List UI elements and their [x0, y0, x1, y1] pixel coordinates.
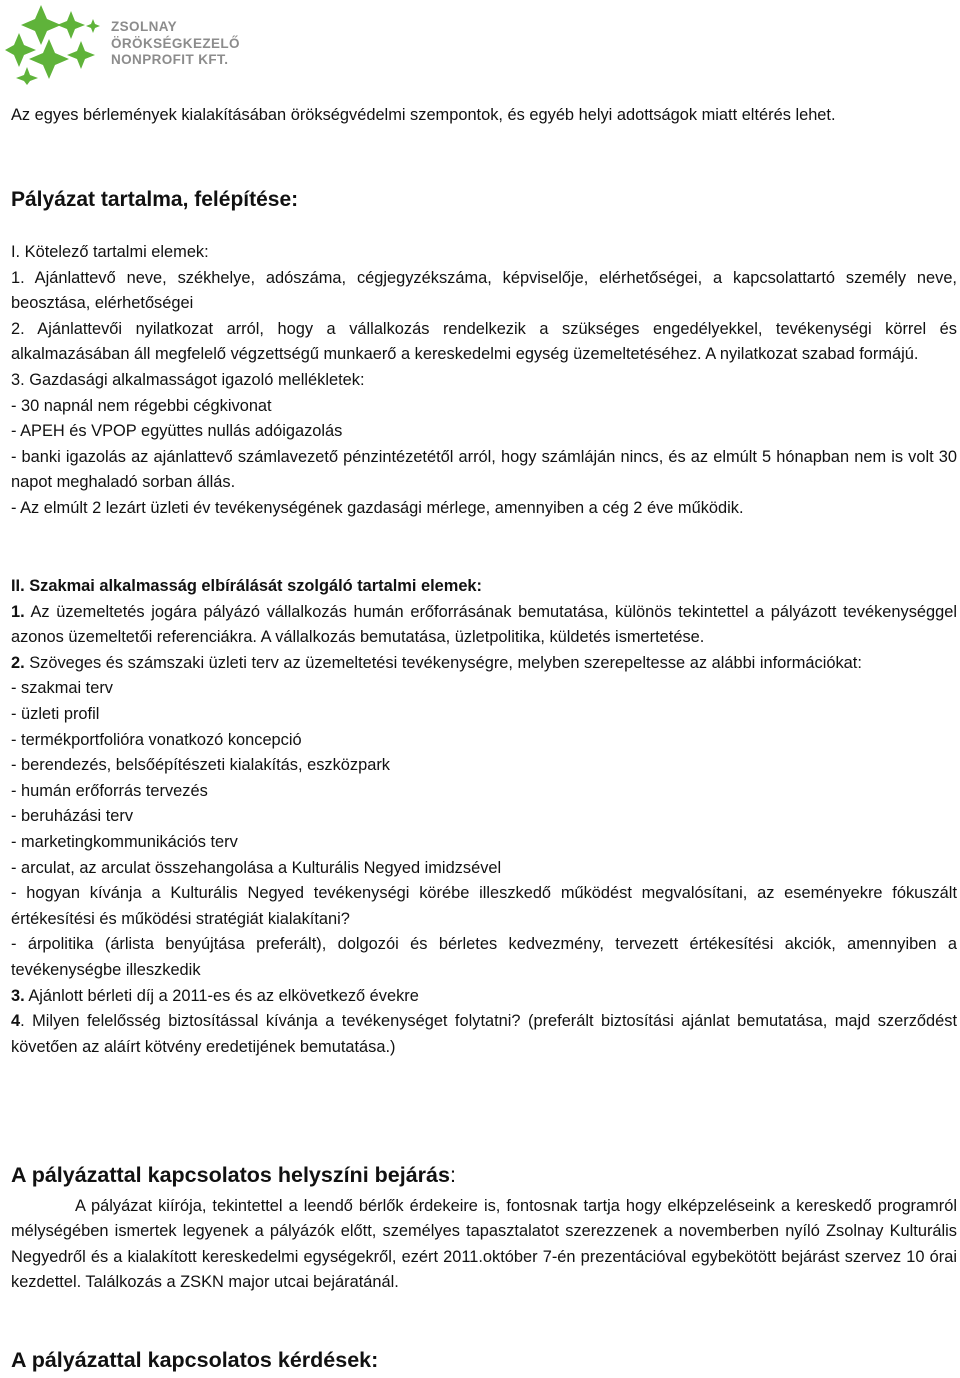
sub-item: - marketingkommunikációs terv	[11, 832, 238, 851]
logo-line-2: ÖRÖKSÉGKEZELŐ	[111, 35, 240, 51]
company-logo	[5, 5, 245, 85]
list-item	[11, 651, 957, 677]
item-number: 2.	[11, 653, 25, 672]
sub-item: - APEH és VPOP együttes nullás adóigazolás	[11, 422, 343, 441]
sub-item: - Az elmúlt 2 lezárt üzleti év tevékenységének gazdasági mérlege, amennyiben a cég 2 éve működik.	[11, 498, 744, 517]
sub-item: - hogyan kívánja a Kulturális Negyed tevékenységi körébe illeszkedő működést megvalósítani, az eseményekre fókuszált értékesítési és működési stratégiát kialakítani?	[11, 884, 957, 928]
sub-item: - árpolitika (árlista benyújtása preferált), dolgozói és bérletes kedvezmény, tervezett értékesítési akciók, amennyiben a tevékenységbe illeszkedik	[11, 935, 957, 979]
site-visit-colon: :	[449, 1163, 456, 1187]
site-visit-title: A pályázattal kapcsolatos helyszíni bejárás	[11, 1163, 450, 1187]
green-star-cluster-icon	[5, 5, 105, 85]
sub-item: - 30 napnál nem régebbi cégkivonat	[11, 396, 272, 415]
site-visit-paragraph: A pályázat kiírója, tekintettel a leendő bérlők érdekeire is, fontosnak tartja hogy elképzeléseink a kereskedő programról mélységében ismertek legyenek a pályázók előtt, személyes tapasztalatot szerezzenek a novemberben nyíló Zsolnay Kulturális Negyedről és a kialakított kereskedelmi egységekről, ezért 2011.október 7-én prezentációval egybekötött bejárást szervez 10 órai kezdettel. Találkozás a ZSKN major utcai bejáratánál.	[11, 1196, 957, 1292]
logo-line-1: ZSOLNAY	[111, 19, 178, 34]
item-number: 3.	[11, 986, 25, 1005]
sub-item: - termékportfolióra vonatkozó koncepció	[11, 730, 302, 749]
sub-item: - arculat, az arculat összehangolása a Kulturális Negyed imidzsével	[11, 858, 502, 877]
intro-paragraph: Az egyes bérlemények kialakításában örökségvédelmi szempontok, és egyéb helyi adottságok miatt eltérés lehet.	[11, 106, 836, 124]
item-text: . Milyen felelősség biztosítással kívánja a tevékenységet folytatni? (preferált biztosítási ajánlat bemutatása, majd szerződést követően az aláírt kötvény eredetijének bemutatása.)	[11, 1012, 957, 1056]
list-item: 3. Gazdasági alkalmasságot igazoló mellékletek:	[11, 370, 365, 389]
list-item	[11, 984, 957, 1010]
item-text: Ajánlott bérleti díj a 2011-es és az elkövetkező évekre	[24, 986, 419, 1005]
item-text: Az üzemeltetés jogára pályázó vállalkozás humán erőforrásának bemutatása, különös tekintettel a pályázott tevékenységgel azonos üzemeltetői referenciákra. A vállalkozás bemutatása, üzletpolitika, küldetés ismertetése.	[11, 602, 957, 647]
list-item: 1. Ajánlattevő neve, székhelye, adószáma, cégjegyzékszáma, képviselője, elérhetőségei, a kapcsolattartó személy neve, beosztása, elérhetőségei	[11, 268, 957, 313]
logo-line-3: NONPROFIT KFT.	[111, 52, 229, 67]
site-visit-heading	[11, 1163, 957, 1189]
list-item	[11, 1009, 957, 1060]
item-number: 4	[11, 1012, 21, 1031]
item-text: Szöveges és számszaki üzleti terv az üzemeltetési tevékenységre, melyben szerepeltesse az alábbi információkat:	[24, 653, 862, 672]
sub-item: - humán erőforrás tervezés	[11, 781, 208, 800]
section-title: II. Szakmai alkalmasság elbírálását szolgáló tartalmi elemek:	[11, 577, 483, 595]
sub-item: - berendezés, belsőépítészeti kialakítás, eszközpark	[11, 756, 391, 775]
sub-item: - szakmai terv	[11, 679, 114, 698]
list-item: 2. Ajánlattevői nyilatkozat arról, hogy a vállalkozás rendelkezik a szükséges engedélyekkel, tevékenységi körrel és alkalmazásában áll megfelelő végzettségű munkaerő a kereskedelmi egység üzemeltetéséhez. A nyilatkozat szabad formájú.	[11, 319, 957, 364]
section-title: I. Kötelező tartalmi elemek:	[11, 243, 209, 261]
sub-item: - üzleti profil	[11, 704, 100, 723]
section-heading-main: Pályázat tartalma, felépítése:	[11, 188, 299, 211]
logo-text	[111, 19, 240, 69]
item-number: 1.	[11, 602, 25, 621]
sub-item: - banki igazolás az ajánlattevő számlavezető pénzintézetétől arról, hogy számláján nincs, és az elmúlt 5 hónapban nem is volt 30 napot meghaladó sorban állás.	[11, 447, 957, 492]
section-site-visit	[11, 1163, 957, 1296]
list-item	[11, 600, 957, 651]
questions-heading: A pályázattal kapcsolatos kérdések:	[11, 1348, 379, 1372]
section-professional-elements	[11, 574, 957, 1060]
sub-item: - beruházási terv	[11, 807, 134, 826]
section-mandatory-elements	[11, 240, 957, 522]
